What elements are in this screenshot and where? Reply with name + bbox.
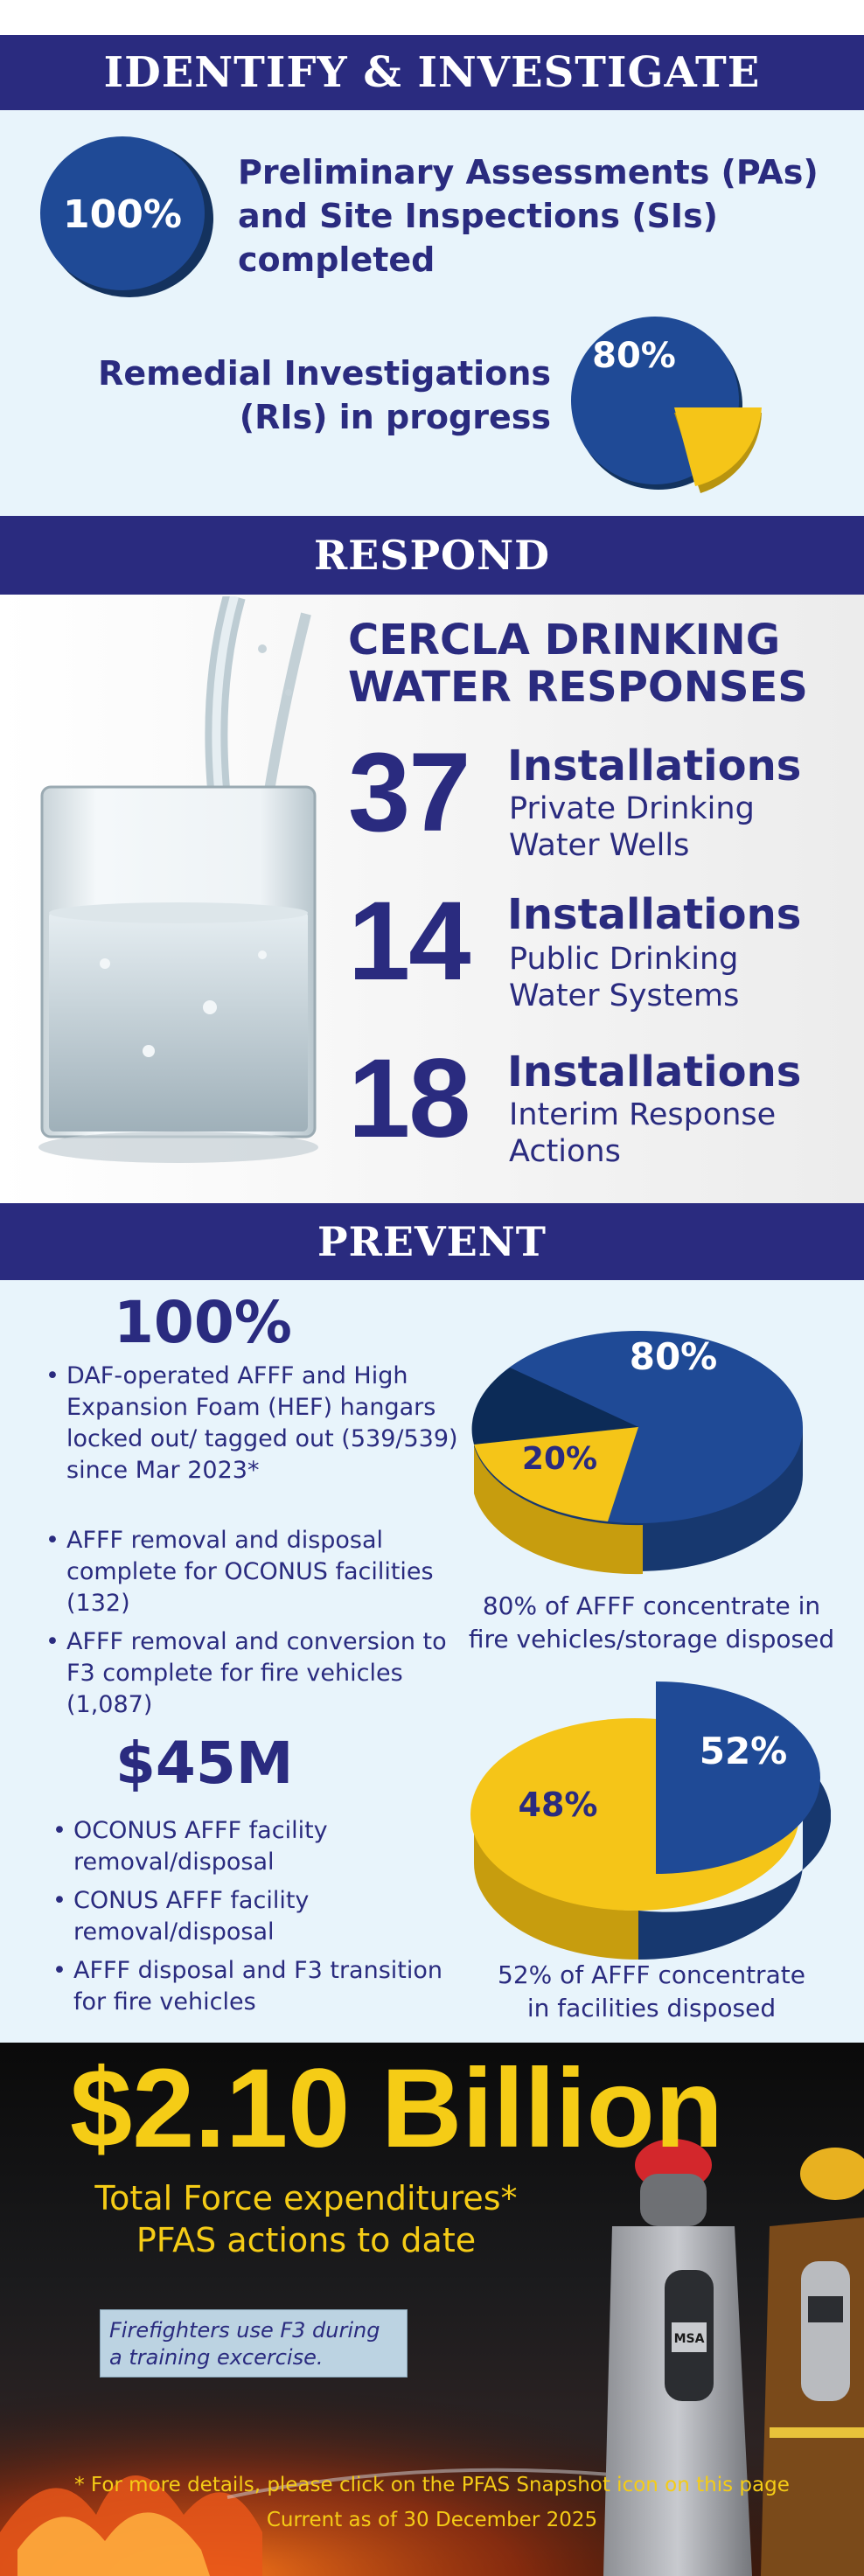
ri-pie-chart bbox=[564, 296, 774, 502]
ri-text-line: (RIs) in progress bbox=[239, 398, 551, 436]
tank-label: MSA bbox=[673, 2332, 705, 2346]
respond-band bbox=[0, 516, 864, 595]
photo-caption bbox=[100, 2309, 408, 2378]
subtitle-line: Water Systems bbox=[509, 978, 740, 1013]
public-systems-count: 14 bbox=[348, 879, 470, 1004]
private-wells-heading: Installations bbox=[507, 741, 802, 790]
pa-text-line: Preliminary Assessments (PAs) bbox=[238, 153, 819, 191]
ri-description bbox=[52, 352, 551, 439]
public-systems-heading: Installations bbox=[507, 890, 802, 939]
facilities-minor-label: 48% bbox=[518, 1786, 598, 1824]
prevent-bullet: • AFFF removal and conversion to F3 complete for fire vehicles (1,087) bbox=[45, 1626, 469, 1721]
pa-description bbox=[238, 150, 850, 282]
prevent-bullet: • AFFF disposal and F3 transition for fire vehicles bbox=[52, 1955, 476, 2018]
private-wells-count: 37 bbox=[348, 730, 470, 855]
pa-text-line: and Site Inspections (SIs) bbox=[238, 197, 719, 235]
ri-text-line: Remedial Investigations bbox=[98, 354, 551, 393]
pa-circle-chart bbox=[35, 129, 219, 304]
prevent-bullet: • OCONUS AFFF facility removal/disposal bbox=[52, 1815, 476, 1878]
facilities-pie-caption bbox=[442, 1959, 861, 2025]
total-expenditure-description bbox=[61, 2177, 551, 2261]
caption-line: a training excercise. bbox=[109, 2345, 324, 2370]
pa-text-line: completed bbox=[238, 240, 435, 279]
description-line: Total Force expenditures* bbox=[94, 2179, 518, 2217]
pfas-snapshot-footnote[interactable]: * For more details, please click on the PFAS Snapshot icon on this page bbox=[74, 2474, 790, 2496]
vehicles-major-label: 80% bbox=[629, 1335, 718, 1378]
total-expenditure-amount: $2.10 Billion bbox=[70, 2046, 723, 2171]
public-systems-subtitle bbox=[509, 941, 841, 1014]
cercla-title-line: CERCLA DRINKING bbox=[348, 616, 781, 665]
facilities-major-label: 52% bbox=[699, 1730, 788, 1772]
facilities-pie-chart bbox=[463, 1666, 831, 1963]
prevent-bullet: • DAF-operated AFFF and High Expansion Foam (HEF) hangars locked out/ tagged out (539/539) since Mar 2023* bbox=[45, 1361, 469, 1486]
respond-band-title: RESPOND bbox=[313, 532, 551, 579]
cercla-title-line: WATER RESPONSES bbox=[348, 663, 808, 712]
water-glass-image bbox=[0, 596, 341, 1200]
ri-percent-label: 80% bbox=[592, 336, 676, 376]
identify-band-title: IDENTIFY & INVESTIGATE bbox=[103, 48, 761, 97]
prevent-band-title: PREVENT bbox=[317, 1218, 547, 1265]
interim-actions-count: 18 bbox=[348, 1036, 470, 1161]
caption-line: in facilities disposed bbox=[526, 1994, 777, 2023]
vehicles-minor-label: 20% bbox=[521, 1441, 598, 1477]
caption-line: fire vehicles/storage disposed bbox=[468, 1625, 835, 1654]
subtitle-line: Public Drinking bbox=[509, 942, 739, 977]
subtitle-line: Interim Response bbox=[509, 1097, 777, 1132]
subtitle-line: Water Wells bbox=[509, 828, 690, 863]
caption-line: 52% of AFFF concentrate bbox=[498, 1960, 805, 1989]
subtitle-line: Actions bbox=[509, 1134, 621, 1169]
prevent-bullet: • CONUS AFFF facility removal/disposal bbox=[52, 1885, 476, 1948]
private-wells-subtitle bbox=[509, 790, 841, 864]
prevent-stat-percent: 100% bbox=[114, 1289, 292, 1356]
interim-actions-heading: Installations bbox=[507, 1048, 802, 1097]
vehicles-pie-caption bbox=[442, 1590, 861, 1656]
vehicles-pie-chart bbox=[463, 1296, 831, 1593]
prevent-bullet: • AFFF removal and disposal complete for OCONUS facilities (132) bbox=[45, 1525, 469, 1619]
cercla-title bbox=[348, 616, 855, 711]
description-line: PFAS actions to date bbox=[136, 2221, 477, 2259]
pa-percent-label: 100% bbox=[63, 192, 182, 237]
prevent-stat-dollars: $45M bbox=[115, 1730, 294, 1797]
caption-line: 80% of AFFF concentrate in bbox=[482, 1591, 821, 1620]
subtitle-line: Private Drinking bbox=[509, 791, 755, 826]
current-as-of-date: Current as of 30 December 2025 bbox=[266, 2509, 598, 2531]
identify-band bbox=[0, 35, 864, 110]
caption-line: Firefighters use F3 during bbox=[109, 2318, 380, 2343]
interim-actions-subtitle bbox=[509, 1097, 841, 1170]
prevent-band bbox=[0, 1203, 864, 1280]
